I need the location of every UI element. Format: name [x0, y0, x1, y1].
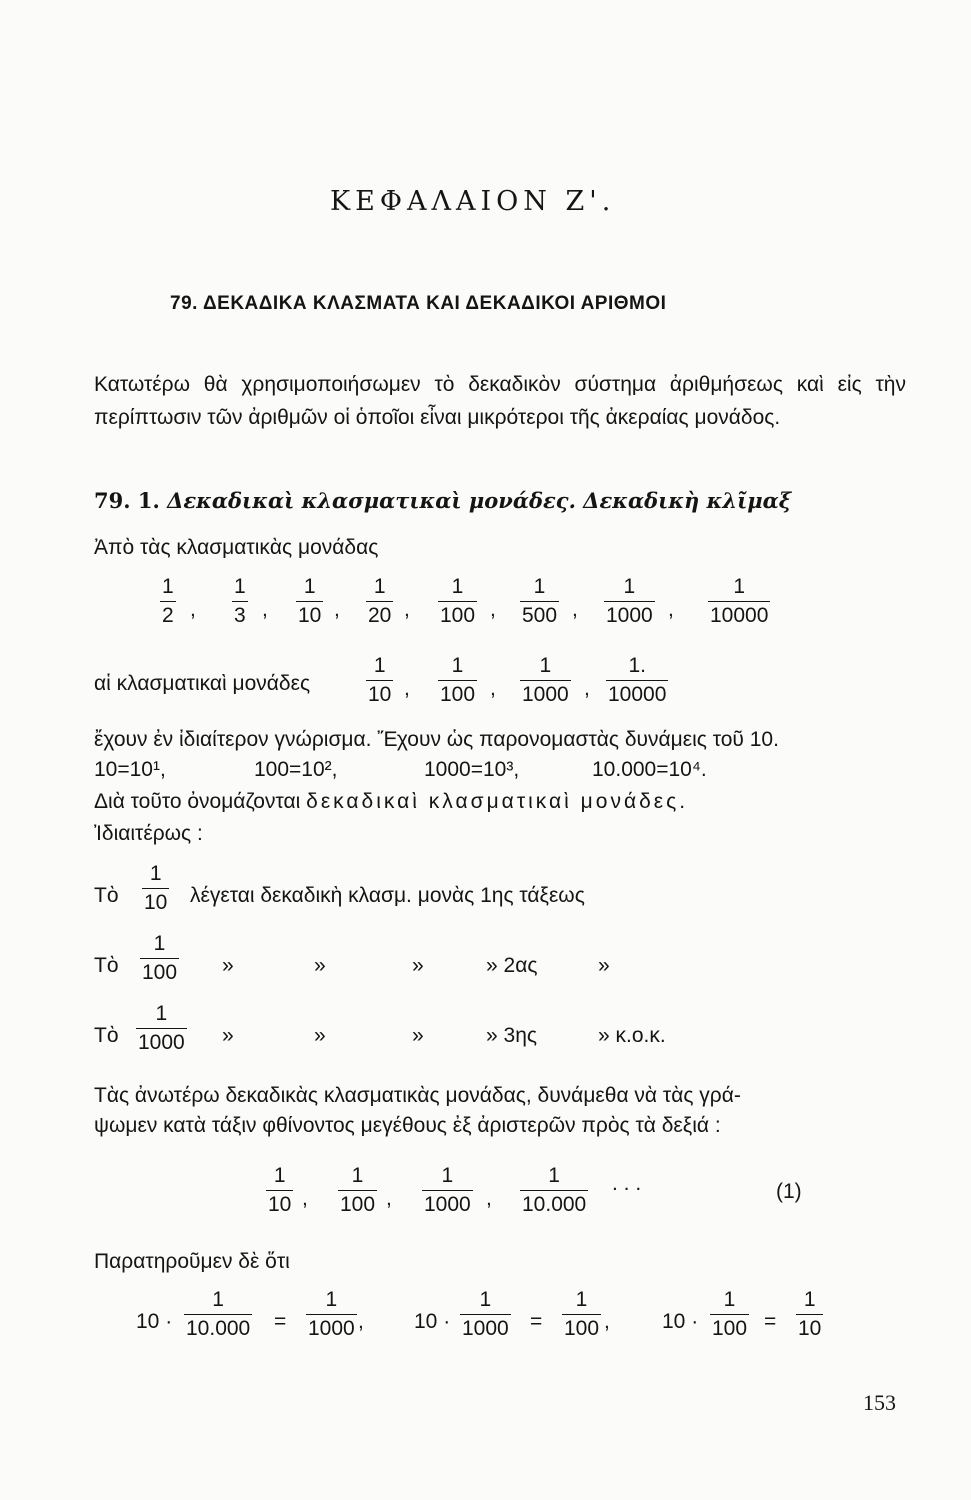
- power-1000: 1000=10³,: [424, 758, 520, 781]
- equation-label: (1): [776, 1180, 802, 1203]
- comma: ,: [490, 677, 496, 700]
- to-label: Τὸ: [94, 1024, 119, 1047]
- page-number: 153: [863, 1390, 896, 1415]
- comma: ,: [302, 1187, 308, 1210]
- subsection-number: 79. 1.: [94, 488, 160, 513]
- eq2-left-fraction: $\frac{1}{1000}$: [462, 1288, 509, 1340]
- fraction-1-100: $\frac{1}{100}$: [440, 575, 476, 627]
- order-row-3-ord: » 3ης: [486, 1024, 537, 1047]
- order-fraction-1-100: $\frac{1}{100}$: [142, 932, 178, 984]
- order-fraction-1-10: $\frac{1}{10}$: [144, 862, 168, 914]
- ditto-mark: »: [412, 1024, 424, 1047]
- equals-sign: =: [764, 1310, 777, 1333]
- comma: ,: [404, 598, 410, 621]
- order-row-1-text: λέγεται δεκαδικὴ κλασμ. μονὰς 1ης τάξεως: [190, 884, 585, 907]
- subsection-heading: [94, 488, 791, 513]
- ditto-mark: »: [412, 954, 424, 977]
- comma: ,: [604, 1310, 610, 1333]
- eq1-left-fraction: $\frac{1}{10.000}$: [186, 1288, 251, 1340]
- power-10: 10=10¹,: [94, 758, 166, 781]
- fraction-1-500: $\frac{1}{500}$: [522, 575, 558, 627]
- equals-sign: =: [274, 1310, 287, 1333]
- fraction-1-10: $\frac{1}{10}$: [298, 575, 322, 627]
- dia-touto-prefix: Διὰ τοῦτο ὀνομάζονται: [94, 790, 301, 813]
- chapter-title: ΚΕΦΑΛΑΙΟΝ Ζ'.: [330, 186, 616, 217]
- idiaiteros: Ἰδιαιτέρως :: [94, 822, 203, 845]
- power-10000: 10.000=10⁴.: [592, 758, 707, 781]
- to-label: Τὸ: [94, 884, 119, 907]
- comma: ,: [334, 598, 340, 621]
- sequence-fraction-1-1000: $\frac{1}{1000}$: [424, 1164, 471, 1216]
- fraction-1-10000: $\frac{1}{10000}$: [710, 575, 769, 627]
- sequence-fraction-1-10: $\frac{1}{10}$: [268, 1164, 292, 1216]
- tas-paragraph-line-1: Τὰς ἀνωτέρω δεκαδικὰς κλασματικὰς μονάδας, δυνάμεθα νὰ τὰς γρά-: [94, 1084, 741, 1107]
- ditto-mark: »: [314, 1024, 326, 1047]
- intro-paragraph: Κατωτέρω θὰ χρησιμοποιήσωμεν τὸ δεκαδικὸν σύστημα ἀριθμήσεως καὶ εἰς τὴν περίπτωσιν τῶν ἀριθμῶν οἱ ὁποῖοι εἶναι μικρότεροι τῆς ἀκεραίας μονάδος.: [94, 373, 906, 429]
- ten-dot: 10 ·: [662, 1310, 699, 1333]
- ten-dot: 10 ·: [414, 1310, 451, 1333]
- sequence-fraction-1-10000: $\frac{1}{10.000}$: [522, 1164, 587, 1216]
- dia-touto-spaced: δεκαδικαὶ κλασματικαὶ μονάδες.: [306, 790, 689, 813]
- comma: ,: [262, 598, 268, 621]
- eq3-right-fraction: $\frac{1}{10}$: [798, 1288, 822, 1340]
- fraction-1-20: $\frac{1}{20}$: [368, 575, 392, 627]
- order-fraction-1-1000: $\frac{1}{1000}$: [138, 1002, 185, 1054]
- dia-touto-line: [94, 790, 688, 814]
- sequence-dots: . . .: [612, 1172, 642, 1195]
- subsection-title: Δεκαδικαὶ κλασματικαὶ μονάδες. Δεκαδικὴ κλῖμαξ: [167, 488, 792, 513]
- order-row-2-ord: » 2ας: [486, 954, 538, 977]
- equals-sign: =: [530, 1310, 543, 1333]
- comma: ,: [584, 677, 590, 700]
- eq1-right-fraction: $\frac{1}{1000}$: [308, 1288, 355, 1340]
- comma: ,: [190, 598, 196, 621]
- ditto-mark: »: [222, 1024, 234, 1047]
- comma: ,: [386, 1187, 392, 1210]
- apo-line: Ἀπὸ τὰς κλασματικὰς μονάδας: [94, 536, 379, 559]
- comma: ,: [668, 598, 674, 621]
- fraction-1-1000: $\frac{1}{1000}$: [606, 575, 653, 627]
- comma: ,: [404, 677, 410, 700]
- tas-paragraph-line-2: ψωμεν κατὰ τάξιν φθίνοντος μεγέθους ἐξ ἀριστερῶν πρὸς τὰ δεξιά :: [94, 1114, 721, 1137]
- to-label: Τὸ: [94, 954, 119, 977]
- eq2-right-fraction: $\frac{1}{100}$: [564, 1288, 600, 1340]
- fraction-1-10000: $\frac{1.}{10000}$: [608, 654, 667, 706]
- ditto-mark: »: [598, 954, 610, 977]
- section-title: 79. ΔΕΚΑΔΙΚΑ ΚΛΑΣΜΑΤΑ ΚΑΙ ΔΕΚΑΔΙΚΟΙ ΑΡΙΘΜΟΙ: [170, 293, 667, 314]
- ditto-mark: »: [222, 954, 234, 977]
- comma: ,: [486, 1187, 492, 1210]
- ditto-mark: »: [314, 954, 326, 977]
- fraction-1-1000: $\frac{1}{1000}$: [522, 654, 569, 706]
- eq3-left-fraction: $\frac{1}{100}$: [712, 1288, 748, 1340]
- comma: ,: [490, 598, 496, 621]
- fraction-1-10: $\frac{1}{10}$: [368, 654, 392, 706]
- paratiroumen: Παρατηροῦμεν δὲ ὅτι: [94, 1250, 290, 1273]
- echoun-line: ἔχουν ἐν ἰδιαίτερον γνώρισμα. Ἔχουν ὡς παρονομαστὰς δυνάμεις τοῦ 10.: [94, 728, 779, 751]
- comma: ,: [358, 1310, 364, 1333]
- fraction-1-100: $\frac{1}{100}$: [440, 654, 476, 706]
- ten-dot: 10 ·: [136, 1310, 173, 1333]
- sequence-fraction-1-100: $\frac{1}{100}$: [340, 1164, 376, 1216]
- power-100: 100=10²,: [254, 758, 338, 781]
- ai-label: αἱ κλασματικαὶ μονάδες: [94, 672, 311, 695]
- order-row-3-end: » κ.ο.κ.: [598, 1024, 666, 1047]
- comma: ,: [572, 598, 578, 621]
- fraction-1-3: $\frac{1}{3}$: [234, 575, 246, 627]
- fraction-1-2: $\frac{1}{2}$: [162, 575, 174, 627]
